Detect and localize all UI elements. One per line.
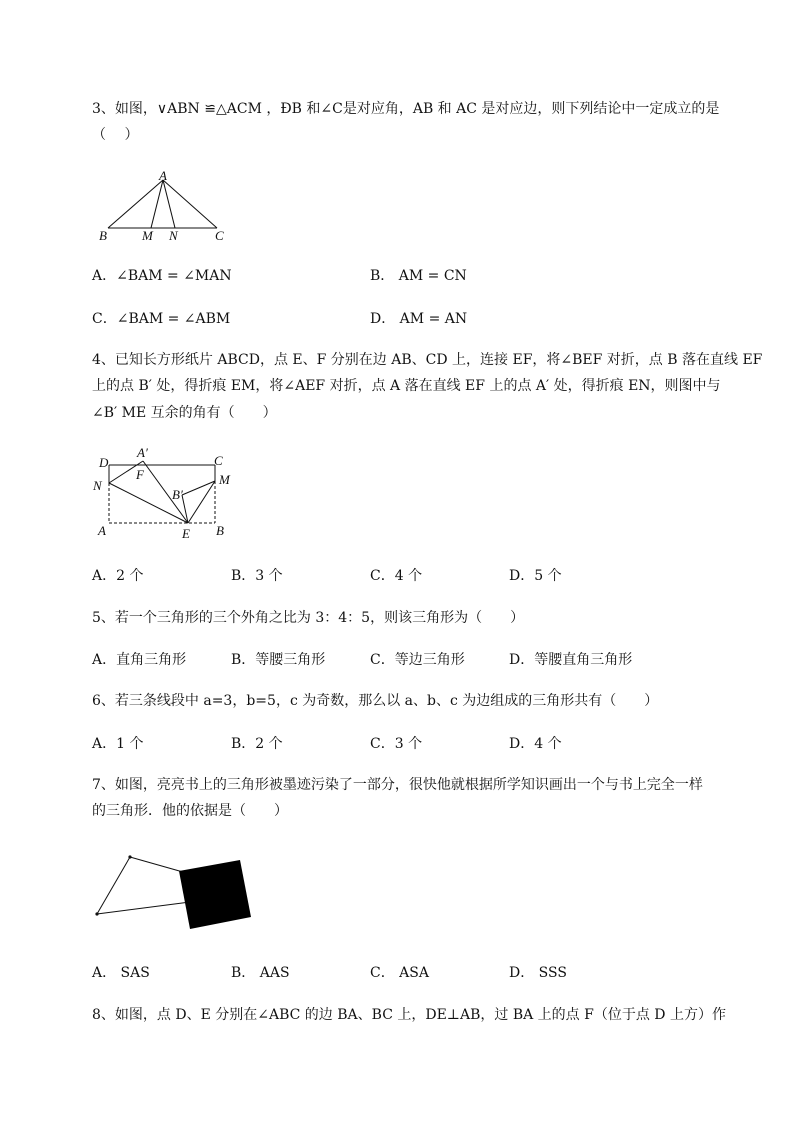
q4-label-B: B	[216, 523, 224, 538]
q6-option-a[interactable]: A．1 个	[92, 736, 144, 752]
q4-label-D: D	[99, 455, 109, 470]
q3-stem-line2: （ ）	[92, 127, 139, 143]
q3-stem-line1: 3、如图，∨ABN ≌△ACM ，ÐB 和∠C是对应角，AB 和 AC 是对应边，则下列结论中一定成立的是	[92, 101, 720, 117]
q8-stem-line1: 8、如图，点 D、E 分别在∠ABC 的边 BA、BC 上，DE⊥AB，过 BA 上的点 F（位于点 D 上方）作	[92, 1007, 726, 1023]
q3-label-N: N	[169, 228, 178, 243]
q7-option-d[interactable]: D． SSS	[509, 965, 567, 981]
q5-option-c[interactable]: C．等边三角形	[370, 652, 465, 668]
q5-option-d[interactable]: D．等腰直角三角形	[509, 652, 633, 668]
q3-label-C: C	[215, 228, 224, 243]
q3-option-c[interactable]: C．∠BAM = ∠ABM	[92, 311, 231, 327]
q4-option-b[interactable]: B．3 个	[231, 568, 283, 584]
q5-stem-line1: 5、若一个三角形的三个外角之比为 3：4：5，则该三角形为（ ）	[92, 610, 525, 626]
q4-stem-line1: 4、已知长方形纸片 ABCD，点 E、F 分别在边 AB、CD 上，连接 EF，将∠BEF 对折，点 B 落在直线 EF	[92, 352, 763, 368]
q4-option-c[interactable]: C．4 个	[370, 568, 423, 584]
q3-option-b[interactable]: B． AM = CN	[370, 268, 467, 284]
q3-label-A: A	[159, 168, 167, 183]
q4-label-B-prime: B′	[172, 487, 183, 502]
q6-option-d[interactable]: D．4 个	[509, 736, 562, 752]
q3-label-M: M	[142, 228, 153, 243]
q7-ink-stained-triangle-figure	[90, 850, 260, 940]
q7-stem-line2: 的三角形．他的依据是（ ）	[92, 803, 288, 819]
ink-stain-blot	[179, 860, 251, 929]
q7-option-c[interactable]: C． ASA	[370, 965, 429, 981]
q5-option-b[interactable]: B．等腰三角形	[231, 652, 326, 668]
q6-option-b[interactable]: B．2 个	[231, 736, 283, 752]
q4-label-A: A	[98, 523, 106, 538]
q4-label-F: F	[136, 467, 144, 482]
q6-option-c[interactable]: C．3 个	[370, 736, 423, 752]
q4-label-C: C	[214, 453, 223, 468]
q3-triangle-figure	[95, 168, 235, 248]
q4-stem-line3: ∠B′ ME 互余的角有（ ）	[92, 405, 277, 421]
q5-option-a[interactable]: A．直角三角形	[92, 652, 187, 668]
q4-stem-line2: 上的点 B′ 处，得折痕 EM，将∠AEF 对折，点 A 落在直线 EF 上的点 A′ 处，得折痕 EN，则图中与	[92, 378, 721, 394]
q4-label-A-prime: A′	[137, 445, 148, 460]
q4-option-a[interactable]: A．2 个	[92, 568, 144, 584]
q4-label-E: E	[182, 526, 190, 541]
q4-label-M: M	[219, 472, 230, 487]
q4-rectangle-figure	[90, 445, 250, 545]
q7-option-b[interactable]: B． AAS	[231, 965, 290, 981]
q3-option-a[interactable]: A．∠BAM = ∠MAN	[92, 268, 232, 284]
q6-stem-line1: 6、若三条线段中 a=3，b=5，c 为奇数，那么以 a、b、c 为边组成的三角形共有（ ）	[92, 693, 659, 709]
q3-option-d[interactable]: D． AM = AN	[370, 311, 468, 327]
q3-label-B: B	[99, 228, 107, 243]
q4-option-d[interactable]: D．5 个	[509, 568, 562, 584]
q4-label-N: N	[93, 478, 102, 493]
q7-stem-line1: 7、如图，亮亮书上的三角形被墨迹污染了一部分，很快他就根据所学知识画出一个与书上完全一样	[92, 777, 703, 793]
q7-option-a[interactable]: A． SAS	[92, 965, 150, 981]
